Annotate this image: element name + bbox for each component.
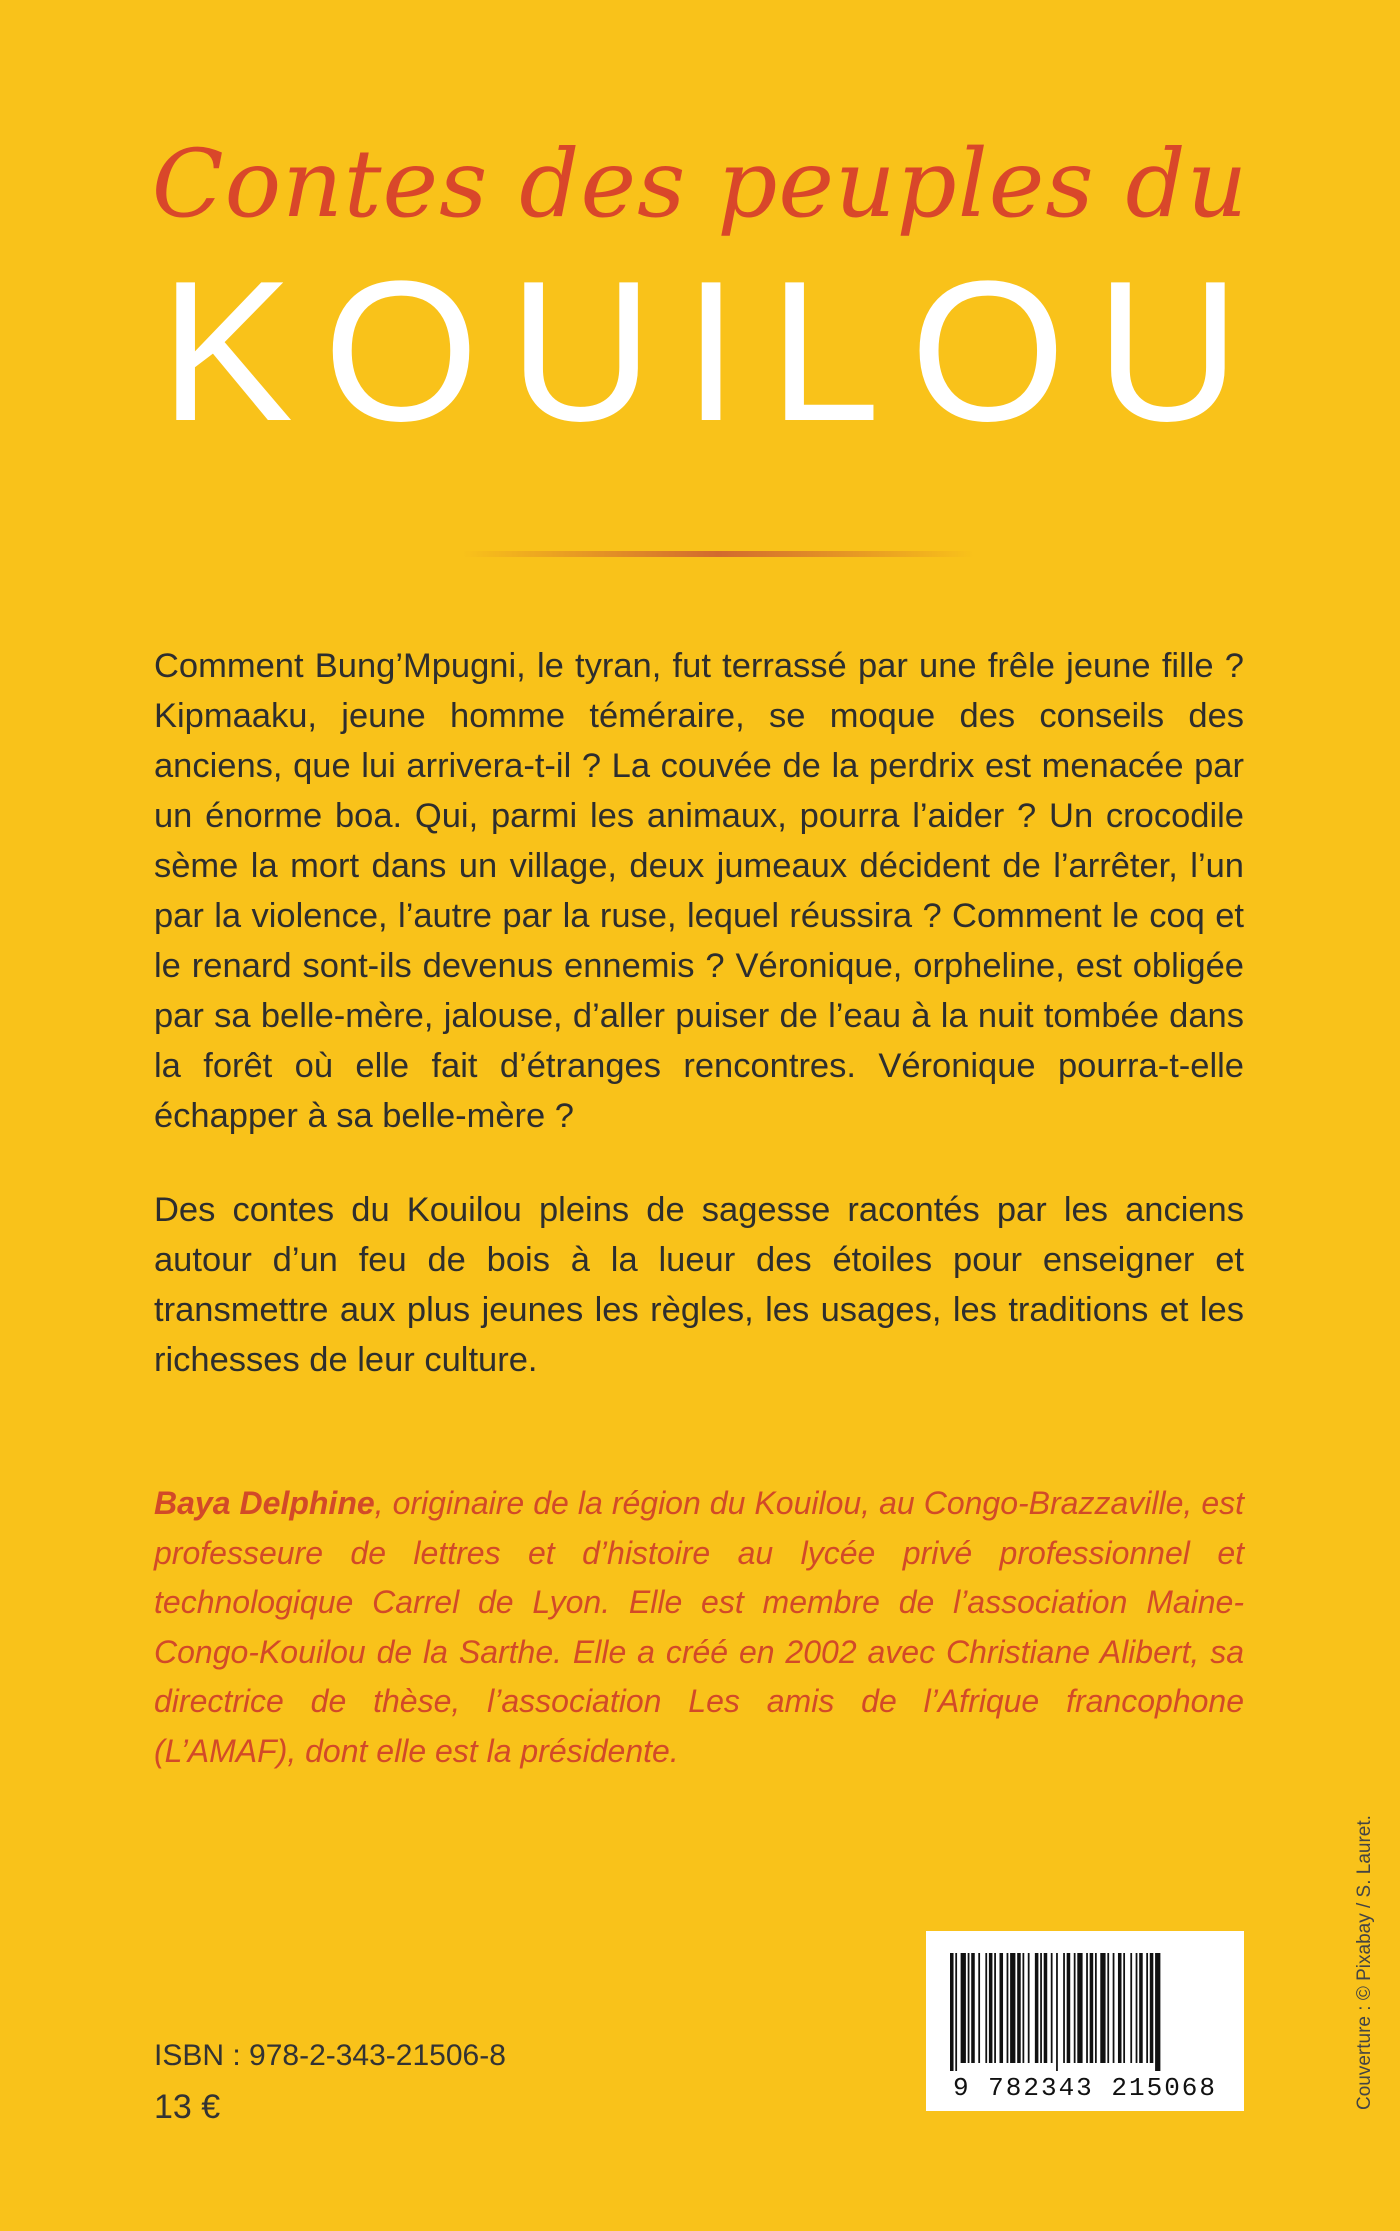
barcode-bar	[1044, 1953, 1048, 2063]
barcode-bar	[1146, 1953, 1148, 2063]
barcode-bar	[1056, 1953, 1058, 2071]
barcode-bar	[1051, 1953, 1053, 2063]
barcode-bar	[1017, 1953, 1021, 2063]
barcode-bar	[1095, 1953, 1097, 2063]
barcode-bar	[1035, 1953, 1039, 2063]
cover-credit-text: Couverture : © Pixabay / S. Lauret.	[1354, 1815, 1375, 2110]
title-main: KOUILOU	[159, 240, 1271, 463]
author-bio-text: , originaire de la région du Kouilou, au Congo-Brazzaville, est professeure de lettres et d’histoire au lycée privé professionnel et technologique Carrel de Lyon. Elle est membre de l’association Maine-Congo-Kouilou de la Sarthe. Elle a créé en 2002 avec Christiane Alibert, sa directrice de thèse, l’association Les amis de l’Afrique francophone (L’AMAF), dont elle est la présidente.	[154, 1485, 1245, 1769]
barcode-bar	[1063, 1953, 1065, 2063]
barcode-bar	[985, 1953, 987, 2063]
barcode-bar	[1067, 1953, 1071, 2063]
title-divider	[462, 551, 974, 557]
barcode-bar	[1040, 1953, 1042, 2063]
barcode-bar	[961, 1953, 966, 2063]
barcode-bar	[1028, 1953, 1030, 2063]
barcode-bar	[994, 1953, 996, 2063]
barcode-bar	[1074, 1953, 1076, 2063]
barcode-bar	[1086, 1953, 1088, 2063]
barcode-bar	[1123, 1953, 1125, 2063]
barcode-bar	[1100, 1953, 1105, 2063]
isbn: ISBN : 978-2-343-21506-8	[154, 2039, 506, 2072]
barcode-bar	[1155, 1953, 1160, 2071]
barcode-bar	[1077, 1953, 1082, 2063]
barcode-bar	[1010, 1953, 1015, 2063]
barcode-bar	[955, 1953, 957, 2071]
barcode-bar	[1130, 1953, 1132, 2063]
barcode-bar	[1136, 1953, 1138, 2063]
barcode-bar	[1118, 1953, 1122, 2063]
barcode-bar	[1090, 1953, 1094, 2063]
barcode-bar	[989, 1953, 993, 2063]
barcode-bar	[1113, 1953, 1115, 2063]
barcode-bar	[1000, 1953, 1004, 2063]
price: 13 €	[154, 2088, 221, 2126]
blurb-paragraph-2: Des contes du Kouilou pleins de sagesse racontés par les anciens autour d’un feu de bois à la lueur des étoiles pour enseigner et transmettre aux plus jeunes les règles, les usages, les traditions et les richesses de leur culture.	[154, 1191, 1244, 1379]
barcode	[926, 1931, 1244, 2111]
barcode-bar	[1107, 1953, 1109, 2063]
barcode-bar	[1007, 1953, 1009, 2063]
barcode-number: 9 782343 215068	[952, 2073, 1218, 2103]
title-script-line: Contes des peuples du	[151, 130, 1249, 239]
barcode-bar	[950, 1953, 954, 2071]
barcode-bar	[978, 1953, 980, 2063]
barcode-bar	[971, 1953, 975, 2063]
author-name: Baya Delphine	[154, 1485, 375, 1521]
barcode-bars	[950, 1953, 1220, 2071]
barcode-bar	[968, 1953, 970, 2063]
barcode-bar	[1139, 1953, 1143, 2063]
blurb-paragraph-1: Comment Bung’Mpugni, le tyran, fut terrassé par une frêle jeune fille ? Kipmaaku, jeune homme téméraire, se moque des conseils des anciens, que lui arrivera-t-il ? La couvée de la perdrix est menacée par un énorme boa. Qui, parmi les animaux, pourra l’aider ? Un crocodile sème la mort dans un village, deux jumeaux décident de l’arrêter, l’un par la violence, l’autre par la ruse, lequel réussira ? Comment le coq et le renard sont-ils devenus ennemis ? Véronique, orpheline, est obligée par sa belle-mère, jalouse, d’aller puiser de l’eau à la nuit tombée dans la forêt où elle fait d’étranges rencontres. Véronique pourra-t-elle échapper à sa belle-mère ?	[154, 647, 1244, 1135]
barcode-bar	[1150, 1953, 1154, 2063]
barcode-bar	[1022, 1953, 1024, 2063]
author-bio	[154, 1479, 1244, 1776]
